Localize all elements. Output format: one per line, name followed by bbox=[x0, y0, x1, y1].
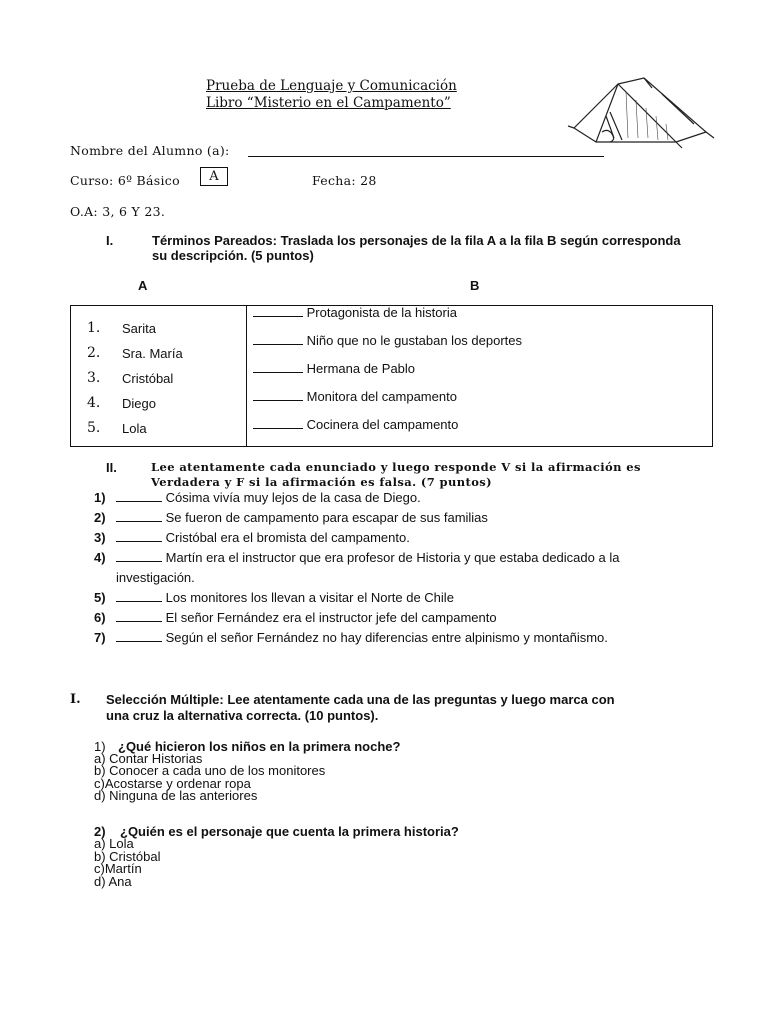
section3-instruction-line1: Selección Múltiple: Lee atentamente cada una de las preguntas y luego marca con bbox=[106, 692, 615, 707]
title-line-2: Libro “Misterio en el Campamento” bbox=[206, 95, 451, 111]
col-b-text: Cocinera del campamento bbox=[306, 417, 459, 432]
tf-item-text: Según el señor Fernández no hay diferencias entre alpinismo y montañismo. bbox=[165, 630, 608, 645]
student-name-label: Nombre del Alumno (a): bbox=[70, 143, 230, 158]
col-b-row bbox=[253, 417, 458, 432]
col-a-name: Diego bbox=[122, 396, 156, 411]
col-a-num: 4. bbox=[87, 395, 101, 411]
tf-item bbox=[116, 510, 488, 525]
question-text: ¿Quién es el personaje que cuenta la primera historia? bbox=[120, 824, 459, 839]
tf-item bbox=[116, 550, 712, 565]
col-b-row bbox=[253, 389, 457, 404]
col-a-name: Lola bbox=[122, 421, 147, 436]
col-a-num: 2. bbox=[87, 345, 101, 361]
tf-item-num: 7) bbox=[94, 630, 106, 645]
answer-blank[interactable] bbox=[116, 551, 162, 562]
course-section-box: A bbox=[200, 167, 228, 186]
section2-instruction-line1: Lee atentamente cada enunciado y luego responde V si la afirmación es bbox=[151, 460, 641, 474]
column-a-header: A bbox=[138, 278, 148, 293]
question-option[interactable]: b) Conocer a cada uno de los monitores bbox=[94, 763, 326, 778]
tf-item-num: 2) bbox=[94, 510, 106, 525]
tf-item bbox=[116, 630, 608, 645]
tf-item-text: Cristóbal era el bromista del campamento. bbox=[165, 530, 410, 545]
section1-roman: I. bbox=[106, 233, 114, 248]
section2-instruction-line2: Verdadera y F si la afirmación es falsa. (7 puntos) bbox=[151, 475, 492, 489]
answer-blank[interactable] bbox=[253, 418, 303, 429]
oa-label: O.A: 3, 6 Y 23. bbox=[70, 204, 166, 219]
question-option[interactable]: d) Ana bbox=[94, 874, 132, 889]
tf-item-text: Los monitores los llevan a visitar el Norte de Chile bbox=[165, 590, 454, 605]
date-label: Fecha: 28 bbox=[312, 173, 377, 188]
tf-item-num: 4) bbox=[94, 550, 106, 565]
student-name-field[interactable] bbox=[248, 156, 604, 157]
column-b-header: B bbox=[470, 278, 480, 293]
matching-table-divider bbox=[246, 305, 247, 446]
question-option[interactable]: a) Lola bbox=[94, 836, 134, 851]
tf-item bbox=[116, 530, 410, 545]
tf-item bbox=[116, 490, 421, 505]
tf-item-num: 6) bbox=[94, 610, 106, 625]
col-b-row bbox=[253, 333, 522, 348]
section1-instruction-line1: Términos Pareados: Traslada los personajes de la fila A a la fila B según corresponda bbox=[152, 233, 681, 248]
question-option[interactable]: d) Ninguna de las anteriores bbox=[94, 788, 258, 803]
col-b-text: Monitora del campamento bbox=[306, 389, 457, 404]
tf-item-num: 1) bbox=[94, 490, 106, 505]
question-option[interactable]: c)Acostarse y ordenar ropa bbox=[94, 776, 251, 791]
question-option[interactable]: c)Martín bbox=[94, 861, 142, 876]
col-b-row bbox=[253, 305, 457, 320]
title-line-1: Prueba de Lenguaje y Comunicación bbox=[206, 78, 457, 94]
answer-blank[interactable] bbox=[116, 491, 162, 502]
answer-blank[interactable] bbox=[253, 306, 303, 317]
col-b-row bbox=[253, 361, 415, 376]
question-num: 2) bbox=[94, 824, 106, 839]
answer-blank[interactable] bbox=[116, 531, 162, 542]
tf-item-num: 5) bbox=[94, 590, 106, 605]
course-label: Curso: 6º Básico bbox=[70, 173, 180, 188]
answer-blank[interactable] bbox=[116, 631, 162, 642]
tf-item-num: 3) bbox=[94, 530, 106, 545]
col-b-text: Protagonista de la historia bbox=[306, 305, 457, 320]
col-b-text: Niño que no le gustaban los deportes bbox=[306, 333, 523, 348]
col-a-name: Cristóbal bbox=[122, 371, 174, 386]
tf-item bbox=[116, 590, 454, 605]
section1-instruction-line2: su descripción. (5 puntos) bbox=[152, 248, 314, 263]
question-option[interactable]: b) Cristóbal bbox=[94, 849, 161, 864]
col-a-name: Sarita bbox=[122, 321, 156, 336]
answer-blank[interactable] bbox=[253, 362, 303, 373]
tent-illustration bbox=[566, 72, 716, 150]
tf-item-text: Se fueron de campamento para escapar de sus familias bbox=[165, 510, 488, 525]
question-text: ¿Qué hicieron los niños en la primera noche? bbox=[118, 739, 401, 754]
tf-item-text: El señor Fernández era el instructor jefe del campamento bbox=[165, 610, 497, 625]
tf-item-text: Cósima vivía muy lejos de la casa de Diego. bbox=[165, 490, 421, 505]
tf-item bbox=[116, 610, 497, 625]
col-a-num: 3. bbox=[87, 370, 101, 386]
answer-blank[interactable] bbox=[116, 591, 162, 602]
section3-roman: I. bbox=[70, 692, 81, 707]
question-option[interactable]: a) Contar Historias bbox=[94, 751, 203, 766]
answer-blank[interactable] bbox=[116, 511, 162, 522]
answer-blank[interactable] bbox=[116, 611, 162, 622]
question-num: 1) bbox=[94, 739, 106, 754]
col-a-name: Sra. María bbox=[122, 346, 183, 361]
section3-instruction-line2: una cruz la alternativa correcta. (10 puntos). bbox=[106, 708, 379, 723]
tf-item-text: Martín era el instructor que era profesor de Historia y que estaba dedicado a la bbox=[165, 550, 620, 565]
col-a-num: 5. bbox=[87, 420, 101, 436]
col-b-text: Hermana de Pablo bbox=[306, 361, 416, 376]
answer-blank[interactable] bbox=[253, 334, 303, 345]
section2-roman: II. bbox=[106, 460, 117, 475]
col-a-num: 1. bbox=[87, 320, 101, 336]
answer-blank[interactable] bbox=[253, 390, 303, 401]
tf-item-continuation: investigación. bbox=[116, 570, 195, 585]
